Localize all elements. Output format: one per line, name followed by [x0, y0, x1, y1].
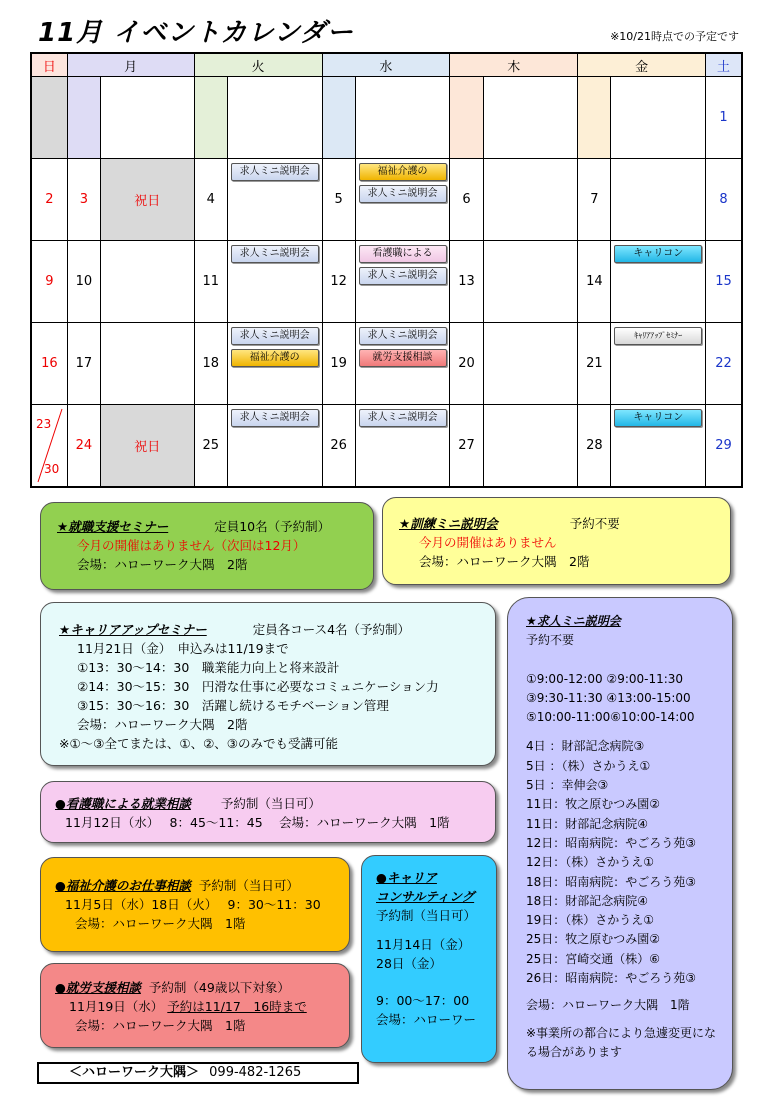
day-cell — [100, 241, 194, 323]
day-number — [322, 77, 355, 159]
box-career-consulting — [361, 855, 497, 1063]
box-title: ●看護職による就業相談 — [55, 796, 191, 811]
day-number: 15 — [706, 241, 742, 323]
schedule-item: 25日：宮崎交通（株）⑥ — [526, 951, 661, 966]
event-tag-fukushi[interactable]: 福祉介護の — [359, 163, 447, 181]
header-tue: 火 — [194, 53, 322, 77]
day-number — [578, 77, 611, 159]
event-calendar — [30, 52, 743, 488]
box-line: 11月5日（水）18日（火） 9：30～11：30 — [65, 897, 321, 912]
header-wed: 水 — [322, 53, 450, 77]
day-number: 7 — [578, 159, 611, 241]
day-number: 20 — [450, 323, 483, 405]
header-sat: 土 — [706, 53, 742, 77]
schedule-item: 5日 ：（株）さかうえ① — [526, 758, 651, 773]
schedule-item: 4日 ：財部記念病院③ — [526, 739, 645, 754]
holiday-label: 祝日 — [100, 159, 194, 241]
calendar-week-1 — [31, 77, 742, 159]
box-title: ★訓練ミニ説明会 — [399, 516, 498, 531]
box-venue: 会場：ハローワーク大隅 1階 — [526, 998, 690, 1013]
box-fukushi-consult — [40, 857, 350, 952]
schedule-item: 12日：昭南病院：やごろう苑③ — [526, 835, 697, 850]
schedule-item: 11日：牧之原むつみ園② — [526, 797, 661, 812]
event-tag-kango[interactable]: 看護職による — [359, 245, 447, 263]
schedule-item: 18日：財部記念病院④ — [526, 893, 649, 908]
box-shuro-consult — [40, 963, 350, 1048]
day-number: 23 — [36, 417, 52, 431]
schedule-item: 19日：（株）さかうえ① — [526, 913, 655, 928]
schedule-item: 5日 ：幸伸会③ — [526, 778, 609, 793]
as-of-note: ※10/21時点での予定です — [610, 30, 739, 43]
box-date-2: 28日（金） — [376, 956, 442, 971]
event-tag-kyujin[interactable]: 求人ミニ説明会 — [359, 185, 447, 203]
box-capacity: 予約制（当日可） — [220, 796, 321, 811]
box-capacity: 予約制（49歳以下対象） — [148, 980, 290, 995]
phone-number[interactable]: 099-482-1265 — [209, 1065, 302, 1080]
contact-footer — [37, 1062, 359, 1084]
box-venue: 会場：ハローワーク大隅 1階 — [75, 916, 246, 931]
course-3: ③15：30～16：30 活躍し続けるモチベーション管理 — [77, 698, 389, 713]
day-number: 13 — [450, 241, 483, 323]
header-fri: 金 — [578, 53, 706, 77]
header-sun: 日 — [31, 53, 67, 77]
box-capacity: 予約制（当日可） — [376, 908, 477, 923]
header-mon: 月 — [67, 53, 194, 77]
day-number: 9 — [31, 241, 67, 323]
box-venue: 会場：ハローワー — [376, 1012, 477, 1027]
box-capacity: 予約制（当日可） — [198, 878, 299, 893]
day-number: 30 — [44, 462, 60, 476]
box-title: ★就職支援セミナー — [57, 519, 169, 534]
day-number: 2 — [31, 159, 67, 241]
day-number: 27 — [450, 405, 483, 488]
day-number: 18 — [194, 323, 227, 405]
box-kyujin-mini — [507, 597, 733, 1090]
day-number: 8 — [706, 159, 742, 241]
box-title: ★キャリアアップセミナー — [59, 622, 207, 637]
box-capacity: 予約不要 — [526, 633, 575, 648]
day-number — [194, 77, 227, 159]
box-note: 今月の開催はありません — [419, 535, 557, 550]
box-careerup-seminar — [40, 602, 496, 766]
header-thu: 木 — [450, 53, 578, 77]
box-shushoku-seminar — [40, 502, 374, 590]
event-tag-careercon[interactable]: キャリコン — [614, 245, 702, 263]
day-cell — [611, 159, 706, 241]
box-venue: 会場：ハローワーク大隅 1階 — [75, 1018, 246, 1033]
day-cell — [483, 77, 578, 159]
event-tag-kyujin[interactable]: 求人ミニ説明会 — [359, 409, 447, 427]
day-number: 1 — [706, 77, 742, 159]
day-cell — [227, 77, 322, 159]
time-slot: ⑤10:00-11:00⑥10:00-14:00 — [526, 710, 695, 725]
box-deadline: 予約は11/17 16時まで — [167, 999, 307, 1014]
box-line: 11月12日（水） 8：45～11：45 会場：ハローワーク大隅 1階 — [65, 815, 450, 830]
box-title: ●福祉介護のお仕事相談 — [55, 878, 191, 893]
holiday-label: 祝日 — [100, 405, 194, 488]
day-number: 11 — [194, 241, 227, 323]
day-number: 3 — [67, 159, 100, 241]
day-number: 29 — [706, 405, 742, 488]
day-cell — [100, 77, 194, 159]
box-date: 11月21日（金） 申込みは11/19まで — [77, 641, 289, 656]
calendar-week-2 — [31, 159, 742, 241]
day-number: 6 — [450, 159, 483, 241]
day-cell — [100, 323, 194, 405]
box-venue: 会場：ハローワーク大隅 2階 — [77, 717, 248, 732]
box-title: ★求人ミニ説明会 — [526, 614, 621, 628]
day-number: 4 — [194, 159, 227, 241]
day-number: 17 — [67, 323, 100, 405]
box-capacity: 予約不要 — [569, 516, 620, 531]
schedule-item: 18日：昭南病院：やごろう苑③ — [526, 874, 697, 889]
event-tag-kyujin[interactable]: 求人ミニ説明会 — [231, 409, 319, 427]
event-tag-kyujin[interactable]: 求人ミニ説明会 — [231, 327, 319, 345]
day-number — [67, 77, 100, 159]
day-cell-split — [31, 405, 67, 488]
box-note: 今月の開催はありません（次回は12月） — [77, 538, 306, 553]
box-title: ●キャリア — [376, 870, 437, 885]
schedule-item: 11日：財部記念病院④ — [526, 816, 649, 831]
day-number — [450, 77, 483, 159]
day-cell — [483, 159, 578, 241]
course-1: ①13：30～14：30 職業能力向上と将来設計 — [77, 660, 340, 675]
time-slot: ③9:30-11:30 ④13:00-15:00 — [526, 690, 691, 705]
event-tag-kyujin[interactable]: 求人ミニ説明会 — [231, 163, 319, 181]
day-number: 28 — [578, 405, 611, 488]
event-tag-careercon[interactable]: キャリコン — [614, 409, 702, 427]
day-cell — [483, 323, 578, 405]
day-number: 19 — [322, 323, 355, 405]
calendar-week-3 — [31, 241, 742, 323]
schedule-item: 26日：昭南病院：やごろう苑③ — [526, 971, 697, 986]
time-slot: ①9:00-12:00 ②9:00-11:30 — [526, 671, 684, 686]
box-kunren-mini — [382, 497, 731, 585]
event-tag-kyujin[interactable]: 求人ミニ説明会 — [231, 245, 319, 263]
day-number: 16 — [31, 323, 67, 405]
day-number: 21 — [578, 323, 611, 405]
day-number: 5 — [322, 159, 355, 241]
day-number: 22 — [706, 323, 742, 405]
calendar-week-5 — [31, 405, 742, 488]
day-number: 10 — [67, 241, 100, 323]
schedule-item: 25日：牧之原むつみ園② — [526, 932, 661, 947]
schedule-item: 12日：（株）さかうえ① — [526, 855, 655, 870]
event-tag-kyujin[interactable]: 求人ミニ説明会 — [359, 267, 447, 285]
day-number: 26 — [322, 405, 355, 488]
box-capacity: 定員10名（予約制） — [214, 519, 331, 534]
office-name: ＜ハローワーク大隅＞ — [69, 1065, 200, 1080]
day-number: 12 — [322, 241, 355, 323]
calendar-header-row — [31, 53, 742, 77]
course-2: ②14：30～15：30 円滑な仕事に必要なコミュニケーション力 — [77, 679, 439, 694]
box-venue: 会場：ハローワーク大隅 2階 — [77, 557, 248, 572]
day-cell — [483, 241, 578, 323]
box-title-2: コンサルティング — [376, 889, 475, 904]
box-venue: 会場：ハローワーク大隅 2階 — [419, 554, 590, 569]
box-note: ※①～③全てまたは、①、②、③のみでも受講可能 — [59, 736, 339, 751]
day-cell — [31, 77, 67, 159]
event-tag-careerup[interactable]: ｷｬﾘｱｱｯﾌﾟｾﾐﾅｰ — [614, 327, 702, 345]
day-cell — [355, 77, 450, 159]
box-time: 9：00～17：00 — [376, 993, 470, 1008]
page-title: 11月 イベントカレンダー — [38, 18, 354, 48]
box-title: ●就労支援相談 — [55, 980, 141, 995]
event-tag-shuro[interactable]: 就労支援相談 — [359, 349, 447, 367]
event-tag-kyujin[interactable]: 求人ミニ説明会 — [359, 327, 447, 345]
day-cell — [611, 77, 706, 159]
day-number: 24 — [67, 405, 100, 488]
event-tag-fukushi[interactable]: 福祉介護の — [231, 349, 319, 367]
box-capacity: 定員各コース4名（予約制） — [252, 622, 411, 637]
box-date-1: 11月14日（金） — [376, 937, 471, 952]
box-kango-consult — [40, 781, 496, 843]
box-date: 11月19日（水） — [69, 999, 164, 1014]
day-number: 14 — [578, 241, 611, 323]
day-number: 25 — [194, 405, 227, 488]
box-note: ※事業所の都合により急遽変更になる場合があります — [526, 1025, 717, 1059]
calendar-week-4 — [31, 323, 742, 405]
day-cell — [483, 405, 578, 488]
